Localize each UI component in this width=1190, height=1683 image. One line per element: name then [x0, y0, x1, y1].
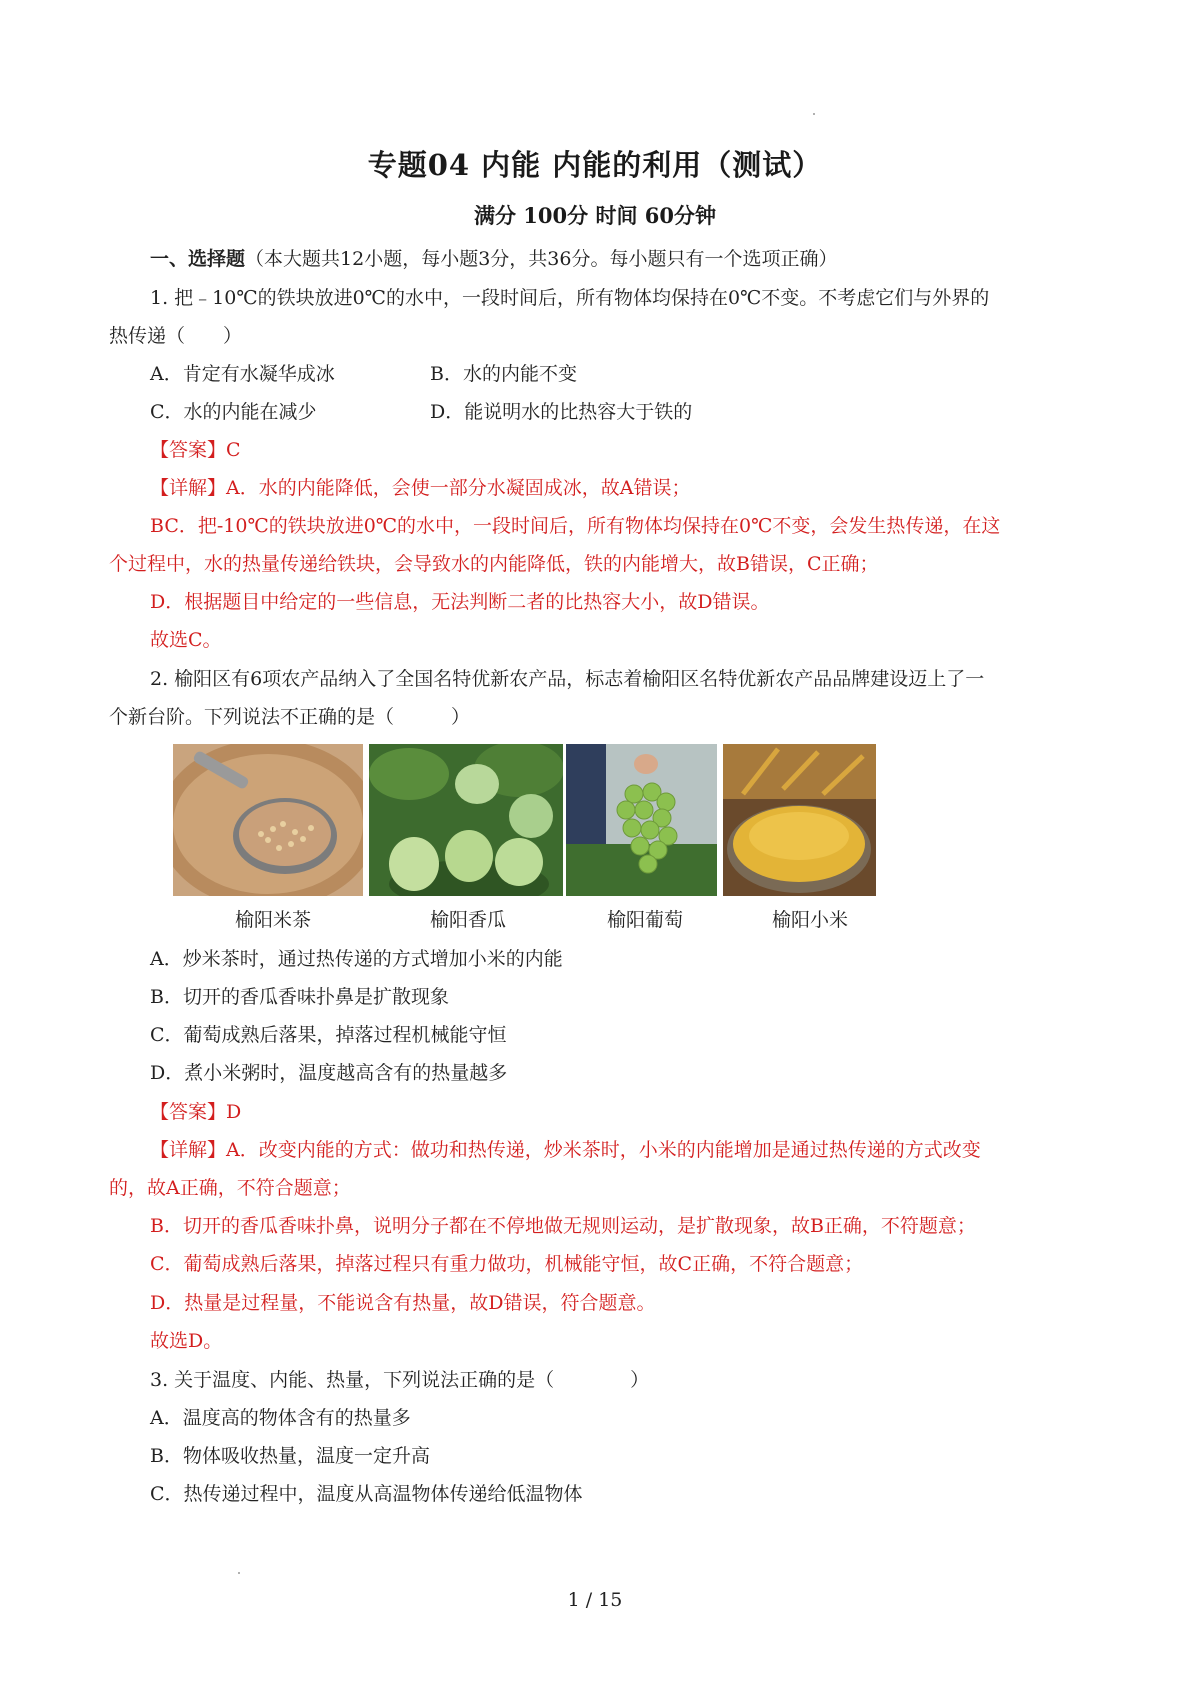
caption-rice-tea: 榆阳米茶	[234, 909, 311, 931]
q1-option-c: C．水的内能在减少	[150, 401, 317, 423]
q2-option-c: C．葡萄成熟后落果，掉落过程机械能守恒	[150, 1024, 507, 1046]
document-subtitle: 满分 100分 时间 60分钟	[474, 203, 716, 228]
q2-detail-c: C．葡萄成熟后落果，掉落过程只有重力做功，机械能守恒，故C正确，不符合题意；	[150, 1253, 864, 1275]
q1-option-b: B．水的内能不变	[430, 363, 577, 385]
speck-mark	[813, 113, 815, 115]
grape-photo	[566, 744, 717, 896]
q1-option-d: D．能说明水的比热容大于铁的	[430, 401, 693, 423]
q2-option-a: A．炒米茶时，通过热传递的方式增加小米的内能	[150, 948, 563, 970]
q2-stem-line1: 2. 榆阳区有6项农产品纳入了全国名特优新农产品，标志着榆阳区名特优新农产品品牌建设迈上了一	[150, 668, 985, 690]
speck-mark	[238, 1572, 240, 1574]
q2-answer: 【答案】D	[150, 1101, 242, 1123]
q1-option-a: A．肯定有水凝华成冰	[150, 363, 335, 385]
q2-option-b: B．切开的香瓜香味扑鼻是扩散现象	[150, 986, 449, 1008]
q3-option-a: A．温度高的物体含有的热量多	[150, 1407, 411, 1429]
q1-detail-bc-line1: BC．把-10℃的铁块放进0℃的水中，一段时间后，所有物体均保持在0℃不变，会发生热传递，在这	[150, 515, 1001, 537]
q2-detail-d: D．热量是过程量，不能说含有热量，故D错误，符合题意。	[150, 1292, 656, 1314]
q2-detail-b: B．切开的香瓜香味扑鼻，说明分子都在不停地做无规则运动，是扩散现象，故B正确，不符题意；	[150, 1215, 976, 1237]
q2-conclusion: 故选D。	[150, 1330, 223, 1352]
rice-tea-photo	[173, 744, 363, 896]
q1-detail-a-line	[150, 476, 690, 500]
q2-stem-line2: 个新台阶。下列说法不正确的是（ ）	[109, 706, 471, 728]
caption-millet: 榆阳小米	[771, 909, 848, 931]
q1-conclusion: 故选C。	[150, 629, 222, 651]
q2-option-d: D．煮小米粥时，温度越高含有的热量越多	[150, 1062, 508, 1084]
q3-stem: 3. 关于温度、内能、热量，下列说法正确的是（ ）	[150, 1369, 650, 1391]
q1-detail-a: A．水的内能降低，会使一部分水凝固成冰，故A错误；	[226, 477, 691, 499]
document-title: 专题04 内能 内能的利用（测试）	[367, 148, 823, 182]
q1-detail-d: D．根据题目中给定的一些信息，无法判断二者的比热容大小，故D错误。	[150, 591, 770, 613]
q2-detail-tag: 【详解】	[150, 1139, 227, 1161]
melon-photo	[369, 744, 563, 896]
q1-stem-line2: 热传递（ ）	[109, 325, 243, 347]
caption-melon: 榆阳香瓜	[429, 909, 506, 931]
page-number: 1 / 15	[567, 1589, 623, 1611]
q2-detail-a-line1	[150, 1138, 981, 1162]
section-header	[150, 247, 837, 271]
q1-stem-line1: 1. 把﹣10℃的铁块放进0℃的水中，一段时间后，所有物体均保持在0℃不变。不考虑它们与外界的	[150, 287, 990, 309]
q1-detail-bc-line2: 个过程中，水的热量传递给铁块，会导致水的内能降低，铁的内能增大，故B错误，C正确；	[109, 553, 879, 575]
millet-photo	[723, 744, 876, 896]
q1-answer: 【答案】C	[150, 439, 241, 461]
section-heading: 一、选择题	[150, 248, 246, 270]
q3-option-b: B．物体吸收热量，温度一定升高	[150, 1445, 430, 1467]
q2-detail-a-line2: 的，故A正确，不符合题意；	[109, 1177, 351, 1199]
section-note: （本大题共12小题，每小题3分，共36分。每小题只有一个选项正确）	[245, 248, 838, 270]
q1-detail-tag: 【详解】	[150, 477, 227, 499]
q2-detail-a: A．改变内能的方式：做功和热传递，炒米茶时，小米的内能增加是通过热传递的方式改变	[226, 1139, 981, 1161]
q3-option-c: C．热传递过程中，温度从高温物体传递给低温物体	[150, 1483, 583, 1505]
caption-grape: 榆阳葡萄	[606, 909, 683, 931]
